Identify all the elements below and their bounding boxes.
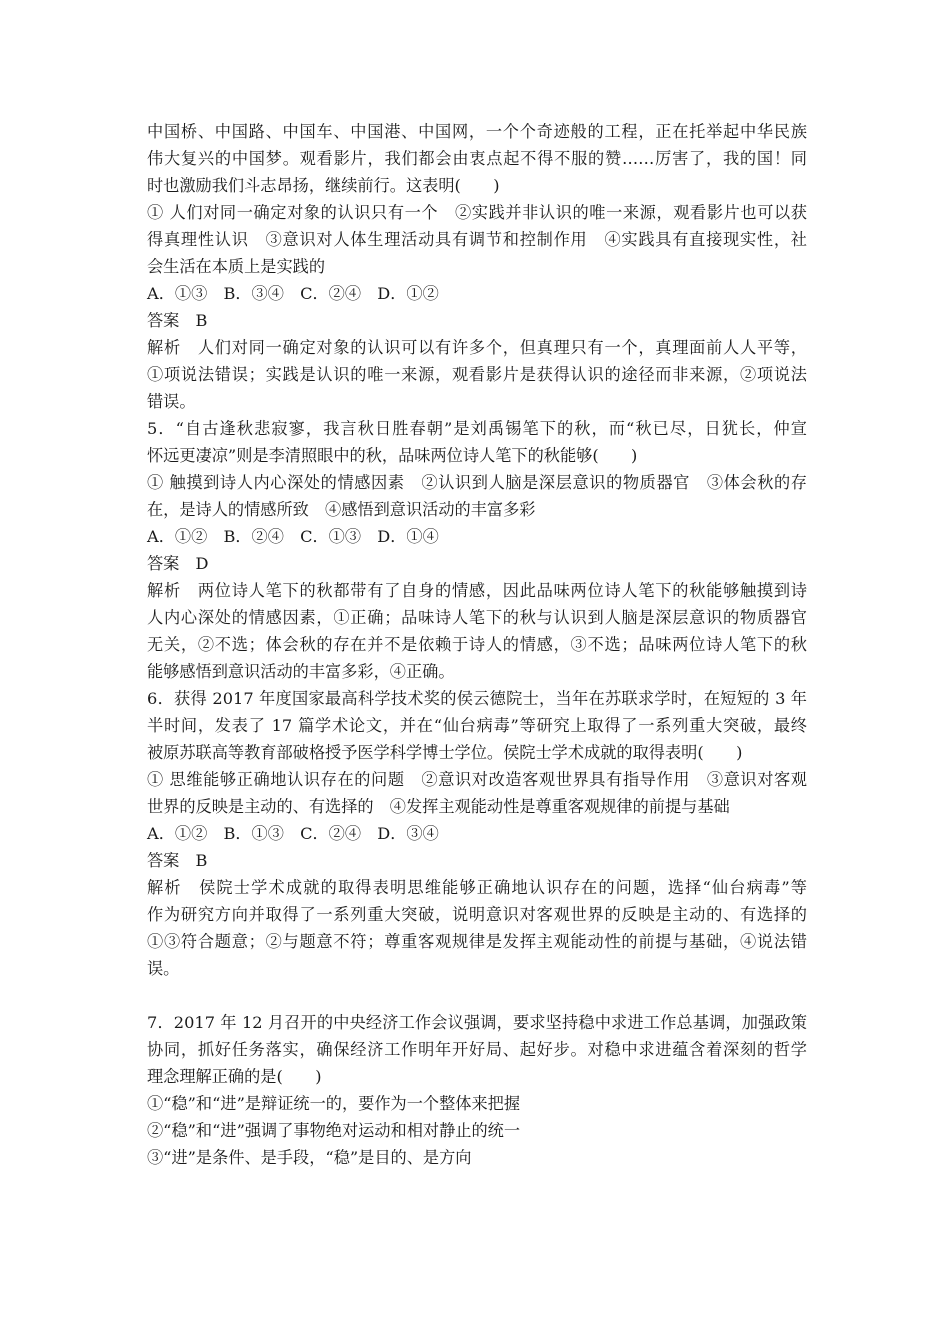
question-7-statement-line: ②“稳”和“进”强调了事物绝对运动和相对静止的统一	[147, 1121, 521, 1140]
question-6-choices: A．①② B．①③ C．②④ D．③④	[147, 824, 439, 843]
question-7	[147, 1009, 807, 1171]
question-4-statement-line: 得真理性认识 ③意识对人体生理活动具有调节和控制作用 ④实践具有直接现实性，社	[147, 230, 807, 249]
question-7-stem-line: 协同，抓好任务落实，确保经济工作明年开好局、起好步。对稳中求进蕴含着深刻的哲学	[147, 1040, 807, 1059]
question-4-analysis-line: 错误。	[147, 392, 196, 411]
question-5-statement-line: 在，是诗人的情感所致 ④感悟到意识活动的丰富多彩	[147, 500, 536, 519]
blank-line	[147, 982, 807, 1009]
question-5-stem-line: 5．“自古逢秋悲寂寥，我言秋日胜春朝”是刘禹锡笔下的秋，而“秋已尽，日犹长，仲宣	[147, 419, 807, 438]
question-5-analysis-line: 解析 两位诗人笔下的秋都带有了自身的情感，因此品味两位诗人笔下的秋能够触摸到诗	[147, 581, 807, 600]
question-7-statement-line: ③“进”是条件、是手段，“稳”是目的、是方向	[147, 1148, 472, 1167]
question-5-stem-line: 怀远更凄凉”则是李清照眼中的秋，品味两位诗人笔下的秋能够( )	[147, 446, 638, 465]
question-7-statement-line: ①“稳”和“进”是辩证统一的，要作为一个整体来把握	[147, 1094, 521, 1113]
question-6-stem-line: 被原苏联高等教育部破格授予医学科学博士学位。侯院士学术成就的取得表明( )	[147, 743, 743, 762]
question-6-stem-line: 6．获得 2017 年度国家最高科学技术奖的侯云德院士，当年在苏联求学时，在短短的 3 年	[147, 689, 807, 708]
question-4-stem-line: 时也激励我们斗志昂扬，继续前行。这表明( )	[147, 176, 500, 195]
question-6-answer: 答案 B	[147, 851, 208, 870]
question-4-answer: 答案 B	[147, 311, 208, 330]
question-6-analysis-line: ①③符合题意；②与题意不符；尊重客观规律是发挥主观能动性的前提与基础，④说法错	[147, 932, 807, 951]
question-5-analysis-line: 能够感悟到意识活动的丰富多彩，④正确。	[147, 662, 455, 681]
question-4-stem-line: 中国桥、中国路、中国车、中国港、中国网，一个个奇迹般的工程，正在托举起中华民族	[147, 122, 807, 141]
question-4	[147, 118, 807, 415]
question-7-stem-line: 理念理解正确的是( )	[147, 1067, 322, 1086]
question-5	[147, 415, 807, 685]
question-4-choices: A．①③ B．③④ C．②④ D．①②	[147, 284, 439, 303]
question-4-analysis-line: 解析 人们对同一确定对象的认识可以有许多个，但真理只有一个，真理面前人人平等，	[147, 338, 807, 357]
question-4-statement-line: ① 人们对同一确定对象的认识只有一个 ②实践并非认识的唯一来源，观看影片也可以获	[147, 203, 807, 222]
question-6-analysis-line: 解析 侯院士学术成就的取得表明思维能够正确地认识存在的问题，选择“仙台病毒”等	[147, 878, 807, 897]
question-4-analysis-line: ①项说法错误；实践是认识的唯一来源，观看影片是获得认识的途径而非来源，②项说法	[147, 365, 807, 384]
question-6-statement-line: 世界的反映是主动的、有选择的 ④发挥主观能动性是尊重客观规律的前提与基础	[147, 797, 730, 816]
question-6-analysis-line: 作为研究方向并取得了一系列重大突破，说明意识对客观世界的反映是主动的、有选择的	[147, 905, 807, 924]
document-body	[147, 118, 807, 1171]
question-4-stem-line: 伟大复兴的中国梦。观看影片，我们都会由衷点起不得不服的赞……厉害了，我的国！同	[147, 149, 807, 168]
question-7-stem-line: 7．2017 年 12 月召开的中央经济工作会议强调，要求坚持稳中求进工作总基调，加强政策	[147, 1013, 807, 1032]
question-6-analysis-line: 误。	[147, 959, 180, 978]
question-6-stem-line: 半时间，发表了 17 篇学术论文，并在“仙台病毒”等研究上取得了一系列重大突破，最终	[147, 716, 807, 735]
question-5-analysis-line: 无关，②不选；体会秋的存在并不是依赖于诗人的情感，③不选；品味两位诗人笔下的秋	[147, 635, 807, 654]
question-5-choices: A．①② B．②④ C．①③ D．①④	[147, 527, 439, 546]
question-6	[147, 685, 807, 982]
question-5-answer: 答案 D	[147, 554, 209, 573]
question-6-statement-line: ① 思维能够正确地认识存在的问题 ②意识对改造客观世界具有指导作用 ③意识对客观	[147, 770, 807, 789]
question-4-statement-line: 会生活在本质上是实践的	[147, 257, 326, 276]
question-5-statement-line: ① 触摸到诗人内心深处的情感因素 ②认识到人脑是深层意识的物质器官 ③体会秋的存	[147, 473, 807, 492]
question-5-analysis-line: 人内心深处的情感因素，①正确；品味诗人笔下的秋与认识到人脑是深层意识的物质器官	[147, 608, 807, 627]
